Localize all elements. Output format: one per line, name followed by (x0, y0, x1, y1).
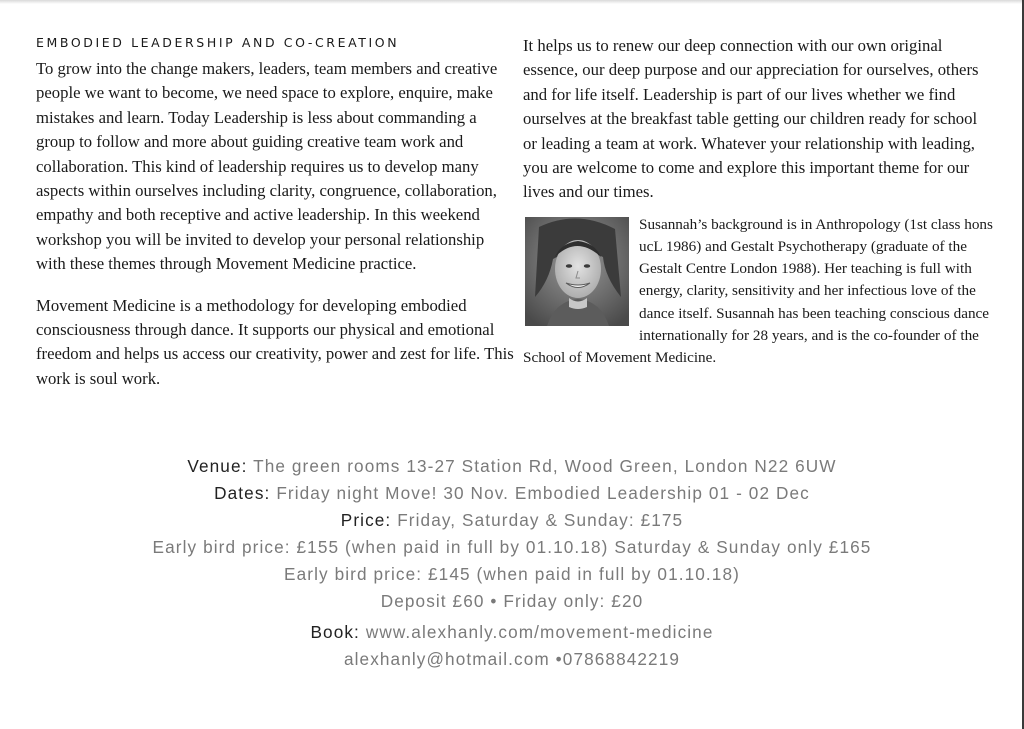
venue-label: Venue: (187, 456, 248, 476)
deposit-line: Deposit £60 • Friday only: £20 (380, 591, 644, 611)
dates-label: Dates: (214, 483, 271, 503)
movement-medicine-paragraph: Movement Medicine is a methodology for developing embodied consciousness through dance. It supports our physical and emotional freedom and helps us access our creativity, power and zest for life. This work is soul work. (36, 295, 514, 388)
page-top-edge (0, 0, 1024, 4)
book-label: Book: (310, 622, 360, 642)
venue-line (0, 453, 1024, 480)
right-column (523, 34, 993, 369)
price-line (0, 507, 1024, 534)
left-column (36, 34, 516, 391)
early-bird-line-2: Early bird price: £145 (when paid in full by 01.10.18) (284, 564, 740, 584)
section-heading: EMBODIED LEADERSHIP AND CO-CREATION (36, 35, 400, 50)
price-label: Price: (340, 510, 392, 530)
leadership-paragraph: It helps us to renew our deep connection with our own original essence, our deep purpose and our appreciation for ourselves, others and for life itself. Leadership is part of our lives whether we find ourselves at the breakfast table getting our children ready for school or leading a team at work. Whatever your relationship with leading, you are welcome to come and explore this important theme for our lives and our times. (523, 36, 979, 202)
book-url[interactable]: www.alexhanly.com/movement-medicine (365, 622, 714, 642)
contact-line[interactable]: alexhanly@hotmail.com •07868842219 (343, 649, 681, 669)
dates-value: Friday night Move! 30 Nov. Embodied Leadership 01 - 02 Dec (276, 483, 810, 503)
venue-value: The green rooms 13-27 Station Rd, Wood Green, London N22 6UW (253, 456, 837, 476)
event-details (0, 453, 1024, 673)
book-line (0, 619, 1024, 646)
portrait-photo (525, 217, 629, 326)
early-bird-line-1: Early bird price: £155 (when paid in full by 01.10.18) Saturday & Sunday only £165 (152, 537, 872, 557)
dates-line (0, 480, 1024, 507)
intro-paragraph: To grow into the change makers, leaders, team members and creative people we want to become, we need space to explore, enquire, make mistakes and learn. Today Leadership is less about commanding a group to follow and more about guiding creative team work and collaboration. This kind of leadership requires us to develop many aspects within ourselves including clarity, congruence, collaboration, empathy and both receptive and active leadership. In this weekend workshop you will be invited to develop your personal relationship with these themes through Movement Medicine practice. (36, 59, 498, 274)
bio-text: Susannah’s background is in Anthropology (1st class hons ucL 1986) and Gestalt Psychotherapy (graduate of the Gestalt Centre London 1988). Her teaching is full with energy, clarity, sensitivity and her infectious love of the dance itself. Susannah has been teaching conscious dance internationally for 28 years, and is the co-founder of the School of Movement Medicine. (523, 215, 993, 367)
bio-block (523, 214, 993, 369)
price-value: Friday, Saturday & Sunday: £175 (397, 510, 684, 530)
